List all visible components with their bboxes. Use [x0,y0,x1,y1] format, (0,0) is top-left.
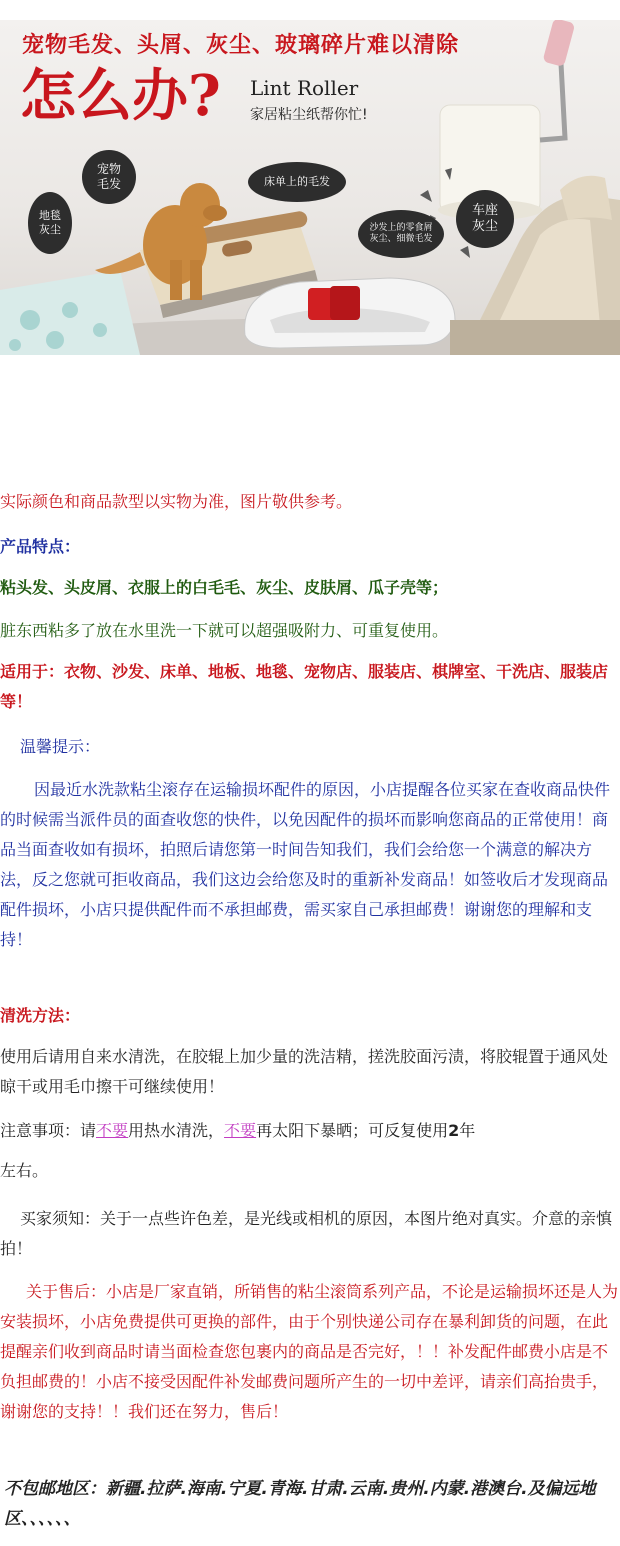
bubble-bed-hair: 床单上的毛发 [248,162,346,202]
notice-no-sun: 不要 [224,1121,257,1140]
bubble-carpet-dust: 地毯灰尘 [28,192,72,254]
notice-no-hot-water: 不要 [96,1121,129,1140]
bubble-pet-hair: 宠物毛发 [82,150,136,204]
banner-title: 宠物毛发、头屑、灰尘、玻璃碎片难以清除 [22,33,460,58]
product-banner [0,20,620,355]
cleaning-body: 使用后请用自来水清洗，在胶辊上加少量的洗洁精，搓洗胶面污渍，将胶辊置于通风处晾干或用毛巾擦干可继续使用！ [0,1047,609,1096]
tip-heading: 温馨提示： [20,737,101,756]
banner-subtitle: 家居粘尘纸帮你忙! [250,107,368,123]
applicable-scenes: 适用于：衣物、沙发、床单、地板、地毯、宠物店、服装店、棋牌室、干洗店、服装店等！ [0,662,609,711]
notice-unit: 年 [459,1121,476,1140]
features-list: 粘头发、头皮屑、衣服上的白毛毛、灰尘、皮肤屑、瓜子壳等； [0,578,449,597]
after-sale-policy: 关于售后：小店是厂家直销，所销售的粘尘滚筒系列产品，不论是运输损坏还是人为安装损坏，小店免费提供可更换的部件，由于个别快递公司存在暴利卸货的问题，在此提醒亲们收到商品时请当面检查您包裹内的商品是否完好，！！补发配件邮费小店是不负担邮费的！小店不接受因配件补发邮费问题所产生的一切中差评，请亲们高抬贵手，谢谢您的支持！！我们还在努力，售后！ [0,1282,619,1421]
notice-end: 左右。 [0,1161,49,1180]
banner-brand: Lint Roller [250,76,359,100]
buyer-notice: 买家须知：关于一点些许色差，是光线或相机的原因，本图片绝对真实。介意的亲慎拍！ [0,1209,613,1258]
reuse-note: 脏东西粘多了放在水里洗一下就可以超强吸附力、可重复使用。 [0,621,449,640]
notice-years: 2 [448,1121,460,1140]
banner-question: 怎么办? [20,63,221,129]
notice-prefix: 注意事项：请 [0,1121,97,1140]
tip-body: 因最近水洗款粘尘滚存在运输损坏配件的原因，小店提醒各位买家在查收商品快件的时候需当派件员的面查收您的快件，以免因配件的损坏而影响您商品的正常使用！商品当面查收如有损坏，拍照后请您第一时间告知我们，我们会给您一个满意的解决方法，反之您就可拒收商品，我们这边会给您及时的重新补发商品！如签收后才发现商品配件损坏，小店只提供配件而不承担邮费，需买家自己承担邮费！谢谢您的理解和支持！ [0,780,611,949]
notice-mid: 用热水清洗， [128,1121,225,1140]
color-disclaimer: 实际颜色和商品款型以实物为准，图片敬供参考。 [0,492,353,511]
sofa-shape [245,278,455,348]
usage-notice [0,1116,620,1146]
bubble-car-seat-dust: 车座灰尘 [456,190,514,248]
features-heading: 产品特点： [0,537,81,556]
cleaning-heading: 清洗方法： [0,1006,81,1025]
notice-suffix: 再太阳下暴晒；可反复使用 [256,1121,449,1140]
bubble-sofa-crumbs: 沙发上的零食屑灰尘、细微毛发 [358,210,444,258]
no-free-shipping-regions: 不包邮地区：新疆.拉萨.海南.宁夏.青海.甘肃.云南.贵州.内蒙.港澳台.及偏远地区、、、、、、 [4,1479,596,1529]
